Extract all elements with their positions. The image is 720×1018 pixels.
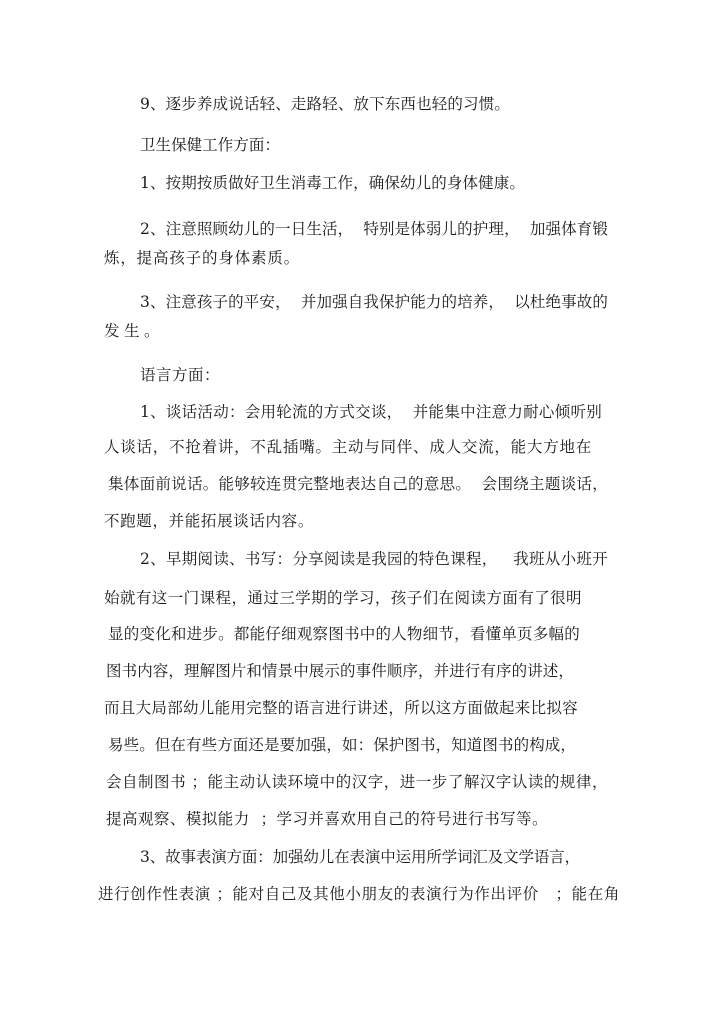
text-line-10: 人谈话，不抢着讲，不乱插嘴。主动与同伴、成人交流，能大方地在 [104, 438, 592, 456]
text-line-1: 9、逐步养成说话轻、走路轻、放下东西也轻的习惯。 [140, 95, 510, 113]
text-line-11: 集体面前说话。能够较连贯完整地表达自己的意思。 会围绕主题谈话， [108, 475, 608, 493]
text-line-4: 2、注意照顾幼儿的一日生活， 特别是体弱儿的护理， 加强体育锻 [140, 220, 608, 238]
text-line-15: 显的变化和进步。都能仔细观察图书中的人物细节，看懂单页多幅的 [108, 625, 580, 643]
text-line-5: 炼，提高孩子的身体素质。 [104, 249, 300, 267]
text-line-20: 提高观察、模拟能力 ；学习并喜欢用自己的符号进行书写等。 [106, 810, 548, 828]
text-line-16: 图书内容，理解图片和情景中展示的事件顺序，并进行有序的讲述， [106, 662, 574, 680]
text-line-3: 1、按期按质做好卫生消毒工作，确保幼儿的身体健康。 [140, 174, 525, 192]
text-line-21: 3、故事表演方面：加强幼儿在表演中运用所学词汇及文学语言， [140, 848, 580, 866]
text-line-12: 不跑题，并能拓展谈话内容。 [104, 512, 314, 530]
text-line-22: 进行创作性表演 ；能对自己及其他小朋友的表演行为作出评价 ；能在角 [98, 885, 620, 903]
text-line-18: 易些。但在有些方面还是要加强，如：保护图书，知道图书的构成， [108, 736, 576, 754]
text-line-19: 会自制图书 ；能主动认读环境中的汉字，进一步了解汉字认读的规律， [106, 773, 608, 791]
text-line-2: 卫生保健工作方面： [140, 136, 280, 154]
text-line-6: 3、注意孩子的平安， 并加强自我保护能力的培养， 以杜绝事故的 [140, 293, 608, 311]
text-line-13: 2、早期阅读、书写：分享阅读是我园的特色课程， 我班从小班开 [140, 550, 608, 568]
text-line-17: 而且大局部幼儿能用完整的语言进行讲述，所以这方面做起来比拟容 [104, 699, 578, 717]
text-line-14: 始就有这一门课程，通过三学期的学习，孩子们在阅读方面有了很明 [104, 589, 582, 607]
text-line-9: 1、谈话活动：会用轮流的方式交谈， 并能集中注意力耐心倾听别 [140, 403, 602, 421]
text-line-8: 语言方面： [140, 366, 220, 384]
text-line-7: 发生。 [104, 322, 164, 340]
